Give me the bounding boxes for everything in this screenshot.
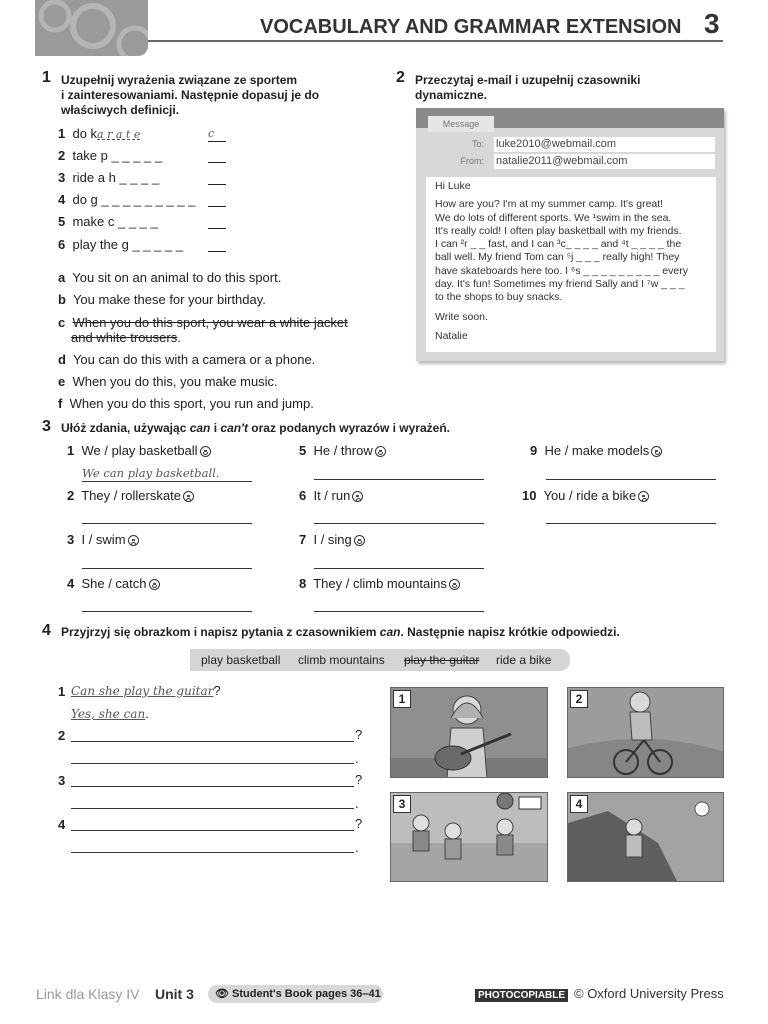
email-line: I can ²r _ _ fast, and I can ³c_ _ _ _ and ⁴t _ _ _ _ the	[435, 238, 682, 251]
definition: e When you do this, you make music.	[58, 374, 278, 389]
girl-guitar-illustration	[391, 688, 548, 778]
ex1-item: 5 make c _ _ _ _	[58, 214, 158, 229]
answer-line[interactable]	[314, 479, 484, 480]
answer-line[interactable]	[208, 228, 226, 229]
answer-line[interactable]	[208, 206, 226, 207]
happy-face-icon	[354, 535, 365, 546]
definition: a You sit on an animal to do this sport.	[58, 270, 282, 285]
photocopiable-badge: PHOTOCOPIABLE	[475, 989, 568, 1002]
ex4-answer: Yes, she can.	[71, 706, 149, 721]
answer-line[interactable]	[82, 568, 252, 569]
happy-face-icon	[149, 579, 160, 590]
answer-line[interactable]	[71, 808, 354, 809]
question-mark: ?	[355, 816, 363, 831]
ex2-instructions: Przeczytaj e-mail i uzupełnij czasowniki dynamiczne.	[415, 73, 641, 102]
email-tab[interactable]: Message	[428, 116, 494, 132]
gear-icon	[35, 0, 148, 56]
from-field[interactable]: natalie2011@webmail.com	[494, 154, 715, 169]
happy-face-icon	[200, 446, 211, 457]
word-box-item: play basketball	[201, 653, 281, 667]
answer-fill: a r a t e	[97, 128, 141, 141]
ex3-instructions: Ułóż zdania, używając can i can't oraz podanych wyrazów i wyrażeń.	[61, 421, 450, 435]
ex3-item: 4 She / catch	[67, 576, 160, 591]
ex2-number: 2	[396, 69, 405, 86]
email-line: It's really cold! I often play basketball with my friends.	[435, 224, 682, 237]
email-window	[416, 108, 724, 361]
email-body	[426, 177, 716, 352]
email-closing: Write soon.	[435, 310, 488, 323]
kids-basketball-illustration	[391, 793, 548, 882]
question-line[interactable]	[71, 741, 354, 742]
picture-number: 4	[570, 795, 588, 813]
ex1-item: 6 play the g _ _ _ _ _	[58, 237, 184, 252]
word-box-item: climb mountains	[298, 653, 385, 667]
definition: b You make these for your birthday.	[58, 292, 266, 307]
ex3-item: 5 He / throw	[299, 443, 386, 458]
picture-girl-climbing	[567, 792, 724, 882]
email-line: We do lots of different sports. We ¹swim in the sea.	[435, 211, 672, 224]
sad-face-icon	[638, 491, 649, 502]
picture-girl-guitar	[390, 687, 548, 778]
picture-number: 1	[393, 690, 411, 708]
sad-face-icon	[352, 491, 363, 502]
ex3-item: 6 It / run	[299, 488, 363, 503]
happy-face-icon	[449, 579, 460, 590]
ex4-item-number: 3	[58, 773, 66, 788]
ex3-item: 7 I / sing	[299, 532, 365, 547]
ex1-item: 3 ride a h _ _ _ _	[58, 170, 160, 185]
question-mark: ?	[355, 727, 363, 742]
definition: d You can do this with a camera or a phone.	[58, 352, 316, 367]
email-line: day. It's fun! Sometimes my friend Sally and I ⁷w _ _ _	[435, 278, 685, 291]
word-box-item: play the guitar	[404, 653, 480, 667]
footer-copyright: © Oxford University Press	[574, 986, 724, 1001]
answer-line[interactable]	[314, 568, 484, 569]
from-label: From:	[460, 156, 484, 166]
answer-line[interactable]	[82, 611, 252, 612]
footer-pages-pill: 👁 Student's Book pages 36–41	[208, 985, 383, 1003]
definition: f When you do this sport, you run and jump.	[58, 396, 314, 411]
happy-face-icon	[375, 446, 386, 457]
answer-line[interactable]	[82, 481, 252, 482]
email-greeting: Hi Luke	[435, 180, 471, 192]
answer-line[interactable]	[208, 184, 226, 185]
answer-line[interactable]	[208, 162, 226, 163]
ex1-item: 2 take p _ _ _ _ _	[58, 148, 163, 163]
answer-line[interactable]	[208, 251, 226, 252]
email-signature: Natalie	[435, 329, 468, 342]
answer-line[interactable]	[71, 763, 354, 764]
answer-line[interactable]	[71, 852, 354, 853]
definition: c When you do this sport, you wear a white jacket	[58, 315, 348, 330]
question-line[interactable]	[71, 786, 354, 787]
answer-line[interactable]	[546, 479, 716, 480]
ex1-answer: c	[208, 127, 215, 140]
ex1-instructions: Uzupełnij wyrażenia związane ze sportem i zainteresowaniami. Następnie dopasuj je do właściwych definicji.	[61, 73, 320, 117]
full-stop: .	[355, 796, 359, 811]
word-box	[190, 649, 570, 671]
email-line: to the shops to buy snacks.	[435, 291, 563, 304]
answer-line[interactable]	[314, 611, 484, 612]
ex3-number: 3	[42, 418, 51, 435]
sad-face-icon	[128, 535, 139, 546]
girl-climbing-illustration	[568, 793, 724, 882]
footer-unit: Unit 3	[155, 986, 194, 1002]
question-mark: ?	[355, 772, 363, 787]
ex1-item: 1 do ka r a t e	[58, 126, 141, 141]
ex4-number: 4	[42, 622, 51, 639]
ex4-question: Can she play the guitar?	[71, 683, 221, 698]
email-line: How are you? I'm at my summer camp. It's great!	[435, 198, 664, 211]
answer-line[interactable]	[208, 141, 226, 142]
ex3-item: 2 They / rollerskate	[67, 488, 194, 503]
ex3-item: 9 He / make models	[530, 443, 662, 458]
email-line: have skateboards here too. I ⁶s _ _ _ _ _ _ _ _ _ every	[435, 264, 688, 277]
question-line[interactable]	[71, 830, 354, 831]
ex3-item: 10 You / ride a bike	[522, 488, 649, 503]
email-line: ball well. My friend Tom can ⁵j _ _ _ really high! They	[435, 251, 680, 264]
boy-bike-illustration	[568, 688, 724, 778]
happy-face-icon	[651, 446, 662, 457]
answer-line[interactable]	[546, 523, 716, 524]
ex4-item-number: 1	[58, 684, 66, 699]
picture-number: 3	[393, 795, 411, 813]
sad-face-icon	[183, 491, 194, 502]
ex3-item: 1 We / play basketball	[67, 443, 211, 458]
definition-cont: and white trousers.	[71, 330, 181, 345]
picture-number: 2	[570, 690, 588, 708]
picture-kids-basketball	[390, 792, 548, 882]
answer-line[interactable]	[314, 523, 484, 524]
header-rule	[148, 40, 723, 42]
ex4-item-number: 2	[58, 728, 66, 743]
unit-number: 3	[704, 8, 720, 39]
to-field[interactable]: luke2010@webmail.com	[494, 137, 715, 152]
header-gear-tab	[35, 0, 148, 56]
ex4-instructions: Przyjrzyj się obrazkom i napisz pytania z czasownikiem can. Następnie napisz krótkie odpowiedzi.	[61, 625, 620, 639]
ex1-number: 1	[42, 69, 51, 86]
ex3-item: 8 They / climb mountains	[299, 576, 460, 591]
page-title: VOCABULARY AND GRAMMAR EXTENSION	[260, 16, 682, 38]
eye-icon: 👁	[215, 988, 229, 1000]
full-stop: .	[355, 751, 359, 766]
answer-line[interactable]	[82, 523, 252, 524]
footer-book: Link dla Klasy IV	[36, 986, 140, 1002]
full-stop: .	[355, 840, 359, 855]
picture-boy-bike	[567, 687, 724, 778]
ex3-item: 3 I / swim	[67, 532, 139, 547]
ex1-item: 4 do g _ _ _ _ _ _ _ _ _	[58, 192, 196, 207]
ex3-answer: We can play basketball.	[82, 466, 220, 480]
ex4-item-number: 4	[58, 817, 66, 832]
word-box-item: ride a bike	[496, 653, 552, 667]
to-label: To:	[471, 139, 484, 149]
